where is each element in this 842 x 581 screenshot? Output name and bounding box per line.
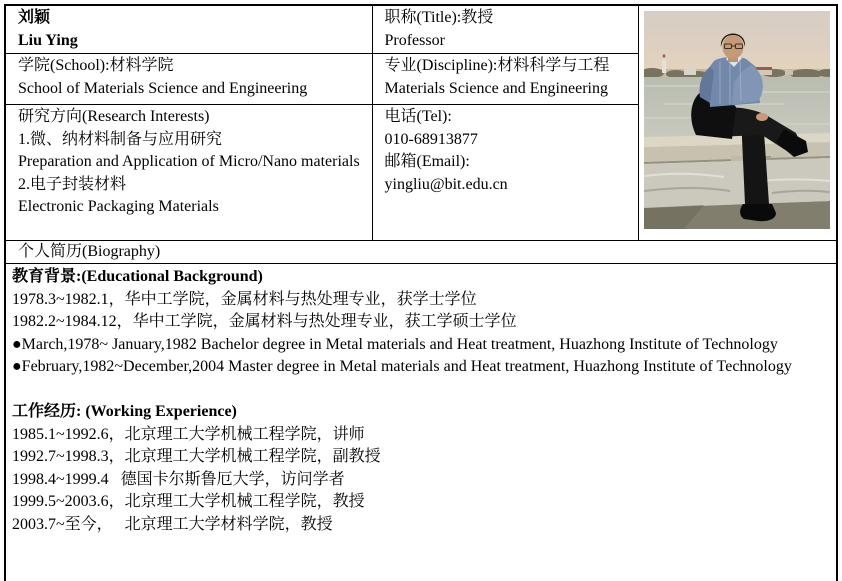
title-cn: 职称(Title):教授 — [384, 9, 494, 26]
faculty-photo — [644, 11, 830, 229]
row-biography-content — [5, 264, 837, 581]
school-en: School of Materials Science and Engineering — [18, 79, 308, 97]
email-label: 邮箱(Email): — [384, 153, 470, 170]
work-line: 1992.7~1998.3，北京理工大学机械工程学院，副教授 — [12, 448, 381, 465]
work-heading: 工作经历: (Working Experience) — [12, 403, 237, 420]
biography-section-label: 个人简历(Biography) — [18, 243, 161, 260]
tel-label: 电话(Tel): — [384, 108, 452, 125]
research-item-cn: 1.微、纳材料制备与应用研究 — [18, 130, 223, 148]
photo-cell — [638, 5, 837, 241]
profile-table — [4, 4, 838, 581]
discipline-en: Materials Science and Engineering — [384, 79, 608, 97]
education-line: ●February,1982~December,2004 Master degree in Metal materials and Heat treatment, Huazhong Institute of Technology — [12, 358, 792, 375]
biography-content-cell — [5, 264, 837, 581]
contact-cell — [372, 105, 638, 241]
title-en: Professor — [384, 31, 445, 49]
email-value: yingliu@bit.edu.cn — [384, 175, 508, 193]
research-item-cn: 2.电子封装材料 — [18, 175, 127, 193]
work-line: 1999.5~2003.6，北京理工大学机械工程学院，教授 — [12, 493, 365, 510]
work-line: 1985.1~1992.6，北京理工大学机械工程学院，讲师 — [12, 425, 365, 443]
education-heading: 教育背景:(Educational Background) — [12, 268, 263, 285]
name-cell — [5, 5, 372, 54]
biography-label-cell — [5, 241, 837, 264]
research-item-en: Preparation and Application of Micro/Nano materials — [18, 153, 360, 170]
name-cn: 刘颖 — [18, 9, 51, 26]
row-name-title — [5, 5, 837, 54]
education-line: 1978.3~1982.1，华中工学院，金属材料与热处理专业，获学士学位 — [12, 290, 477, 308]
education-line: ●March,1978~ January,1982 Bachelor degree in Metal materials and Heat treatment, Huazhong Institute of Technology — [12, 335, 778, 353]
discipline-cell — [372, 54, 638, 105]
school-cn: 学院(School):材料学院 — [18, 57, 174, 74]
photo-lighthouse — [661, 55, 666, 74]
blank-line — [12, 379, 824, 402]
title-cell — [372, 5, 638, 54]
tel-value: 010-68913877 — [384, 130, 478, 148]
work-line: 1998.4~1999.4 德国卡尔斯鲁厄大学，访问学者 — [12, 470, 345, 488]
research-item-en: Electronic Packaging Materials — [18, 198, 219, 215]
research-interests-cell — [5, 105, 372, 241]
name-en: Liu Ying — [18, 31, 78, 49]
research-heading: 研究方向(Research Interests) — [18, 108, 210, 125]
discipline-cn: 专业(Discipline):材料科学与工程 — [384, 57, 610, 74]
education-line: 1982.2~1984.12，华中工学院，金属材料与热处理专业，获工学硕士学位 — [12, 313, 517, 330]
work-line: 2003.7~至今， 北京理工大学材料学院，教授 — [12, 515, 333, 533]
school-cell — [5, 54, 372, 105]
photo-water-lower — [644, 158, 830, 208]
row-biography-label — [5, 241, 837, 264]
